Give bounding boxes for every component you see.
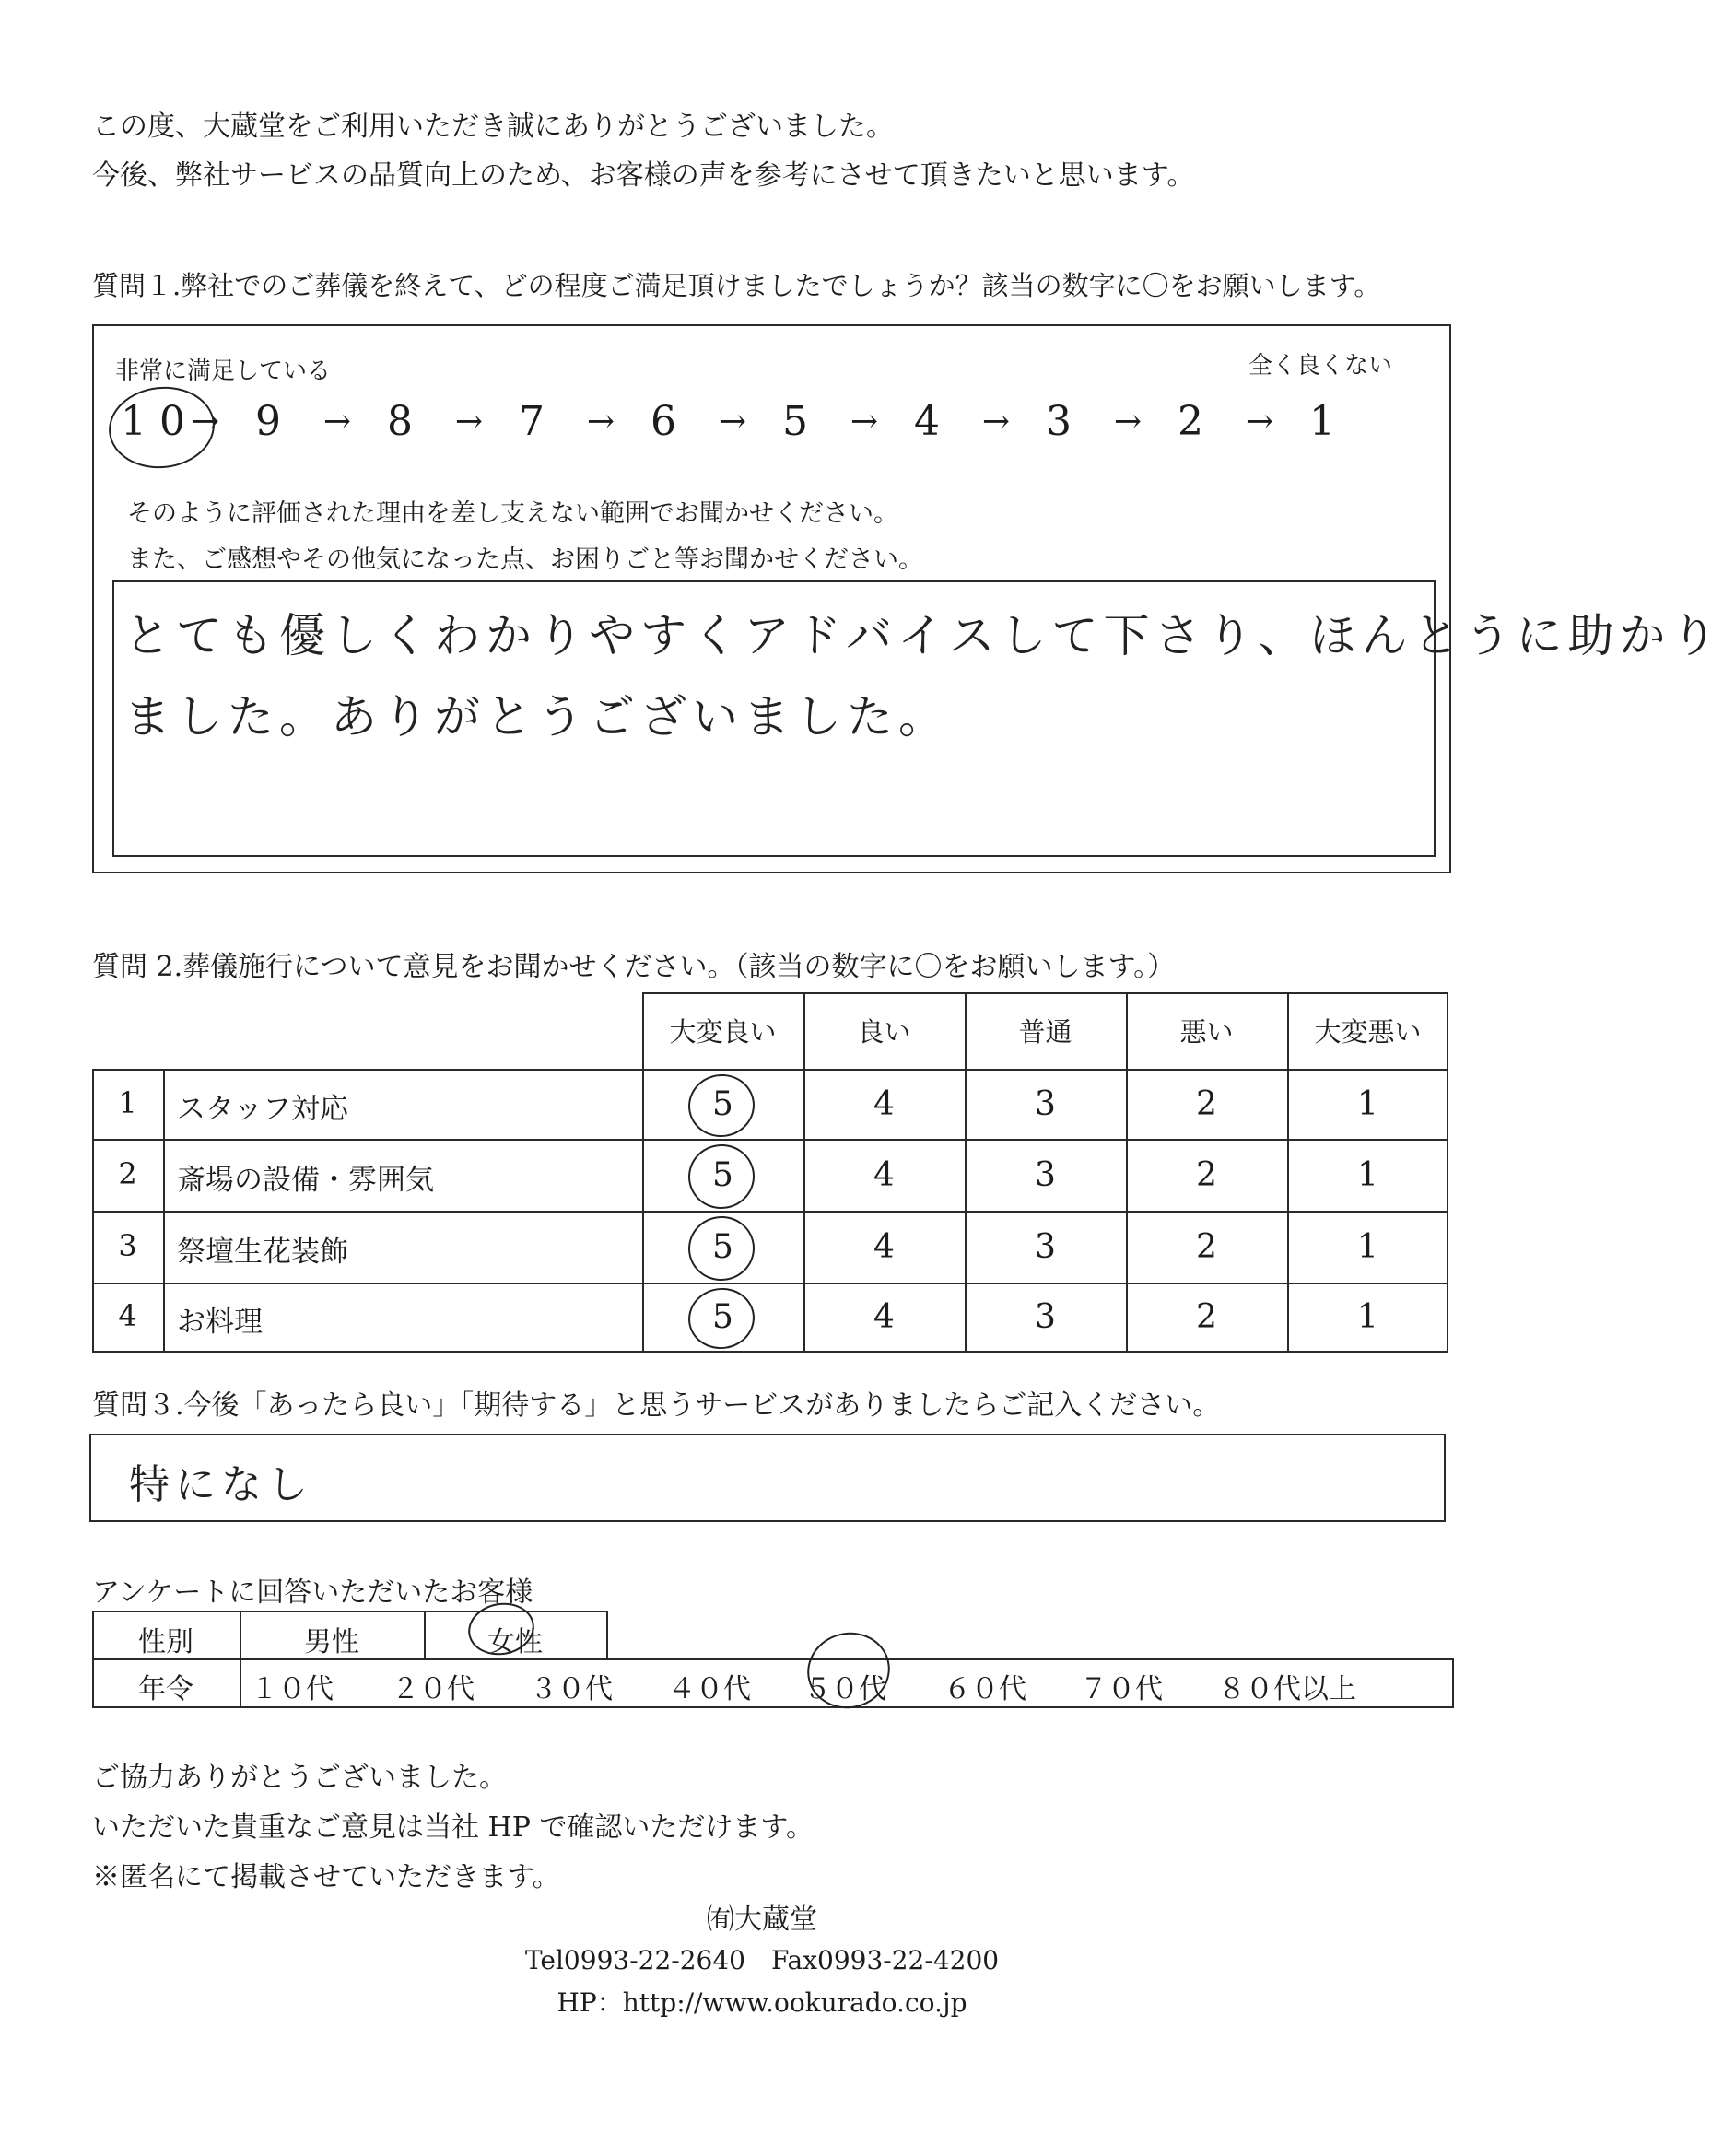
q2-score-option[interactable]: 5 [712, 1085, 733, 1123]
q1-scale-arrow: → [718, 403, 747, 440]
q2-score-option[interactable]: 3 [1035, 1156, 1056, 1194]
q1-question: 質問１.弊社でのご葬儀を終えて、どの程度ご満足頂けましたでしょうか？該当の数字に〇をお願いします。 [92, 270, 1381, 301]
q2-row-item: 祭壇生花装飾 [177, 1236, 348, 1269]
intro-line-1: この度、大蔵堂をご利用いただき誠にありがとうございました。 [92, 111, 894, 143]
q2-score-option[interactable]: 4 [873, 1156, 895, 1194]
q1-answer-line-1: とても優しくわかりやすくアドバイスして下さり、ほんとうに助かり [124, 609, 1723, 662]
q1-scale-option[interactable]: 6 [651, 398, 676, 445]
q1-scale-option[interactable]: 1 [1309, 398, 1335, 445]
q2-selected-circle [685, 1283, 758, 1353]
q1-scale-arrow: → [850, 403, 879, 440]
q3-question: 質問３.今後「あったら良い」「期待する」と思うサービスがありましたらご記入ください。 [92, 1389, 1221, 1422]
gender-label: 性別 [138, 1626, 193, 1658]
q1-scale-option[interactable]: 5 [782, 398, 808, 445]
age-option[interactable]: ６０代 [944, 1673, 1026, 1705]
q2-score-option[interactable]: 1 [1357, 1228, 1378, 1266]
company-name: ㈲大蔵堂 [707, 1904, 817, 1936]
q2-score-option[interactable]: 1 [1357, 1085, 1378, 1123]
q2-score-option[interactable]: 5 [712, 1156, 733, 1194]
age-option[interactable]: ３０代 [530, 1673, 613, 1705]
respondent-heading: アンケートに回答いただいたお客様 [92, 1576, 533, 1609]
age-label: 年令 [138, 1673, 193, 1705]
q1-reason-prompt-2: また、ご感想やその他気になった点、お困りごと等お聞かせください。 [127, 545, 923, 574]
q2-column-header: 悪い [1179, 1016, 1234, 1048]
q1-scale-arrow: → [191, 403, 220, 440]
q2-score-option[interactable]: 2 [1196, 1156, 1217, 1194]
age-option[interactable]: ８０代以上 [1218, 1673, 1356, 1705]
q1-left-label: 非常に満足している [115, 357, 332, 385]
q2-column-header: 普通 [1018, 1016, 1072, 1048]
q2-row-number: 4 [118, 1298, 137, 1333]
age-option[interactable]: １０代 [251, 1673, 334, 1705]
closing-line-3: ※匿名にて掲載させていただきます。 [92, 1861, 560, 1893]
intro-line-2: 今後、弊社サービスの品質向上のため、お客様の声を参考にさせて頂きたいと思います。 [92, 159, 1195, 192]
q2-row-number: 3 [118, 1228, 137, 1263]
company-tel: Tel0993-22-2640 Fax0993-22-4200 [524, 1945, 1000, 1975]
q2-selected-circle [684, 1140, 758, 1213]
q2-row-item: スタッフ対応 [177, 1093, 348, 1126]
q2-selected-circle [685, 1070, 759, 1141]
q2-selected-circle [684, 1212, 758, 1284]
q2-score-option[interactable]: 3 [1035, 1085, 1056, 1123]
q2-score-option[interactable]: 3 [1035, 1298, 1056, 1336]
company-hp[interactable]: HP：http://www.ookurado.co.jp [557, 1987, 967, 2018]
q2-column-header: 大変悪い [1314, 1016, 1422, 1048]
q2-score-option[interactable]: 3 [1035, 1228, 1056, 1266]
q2-score-option[interactable]: 2 [1196, 1298, 1217, 1336]
q1-scale-option[interactable]: 2 [1178, 398, 1203, 445]
q2-row-number: 2 [118, 1156, 137, 1191]
q1-scale-arrow: → [1113, 403, 1143, 440]
q2-score-option[interactable]: 2 [1196, 1228, 1217, 1266]
q2-score-option[interactable]: 2 [1196, 1085, 1217, 1123]
closing-line-2: いただいた貴重なご意見は当社 HP で確認いただけます。 [92, 1811, 815, 1844]
age-option[interactable]: ２０代 [392, 1673, 475, 1705]
q2-score-option[interactable]: 1 [1357, 1298, 1378, 1336]
q1-scale-option[interactable]: 3 [1046, 398, 1072, 445]
q2-score-option[interactable]: 5 [712, 1228, 733, 1266]
q2-score-option[interactable]: 4 [873, 1228, 895, 1266]
q1-answer-line-2: ました。ありがとうございました。 [124, 690, 950, 744]
q1-scale-option[interactable]: 7 [519, 398, 545, 445]
age-option[interactable]: ４０代 [668, 1673, 751, 1705]
q1-scale-option[interactable]: 9 [255, 398, 281, 445]
q1-scale-option[interactable]: 10 [121, 398, 198, 445]
q2-score-option[interactable]: 1 [1357, 1156, 1378, 1194]
q2-row-number: 1 [118, 1085, 137, 1120]
q1-scale-arrow: → [454, 403, 484, 440]
q1-scale-option[interactable]: 8 [387, 398, 413, 445]
gender-option-female[interactable]: 女性 [487, 1626, 543, 1658]
q2-question: 質問 2.葬儀施行について意見をお聞かせください。（該当の数字に〇をお願いします。） [92, 951, 1176, 983]
q2-row-item: 斎場の設備・雰囲気 [177, 1164, 434, 1197]
q1-scale-arrow: → [322, 403, 352, 440]
q2-column-header: 良い [857, 1016, 911, 1048]
q2-score-option[interactable]: 5 [712, 1298, 733, 1336]
age-option[interactable]: ５０代 [803, 1673, 886, 1705]
q2-score-option[interactable]: 4 [873, 1085, 895, 1123]
q1-scale-arrow: → [1245, 403, 1274, 440]
gender-option-male[interactable]: 男性 [304, 1626, 359, 1658]
q1-scale-option[interactable]: 4 [914, 398, 940, 445]
q1-scale-arrow: → [981, 403, 1011, 440]
age-option[interactable]: ７０代 [1080, 1673, 1163, 1705]
q2-score-option[interactable]: 4 [873, 1298, 895, 1336]
q2-row-item: お料理 [177, 1306, 263, 1339]
q1-reason-prompt-1: そのように評価された理由を差し支えない範囲でお聞かせください。 [127, 499, 898, 528]
q1-scale-arrow: → [586, 403, 615, 440]
closing-line-1: ご協力ありがとうございました。 [92, 1762, 507, 1794]
q1-right-label: 全く良くない [1248, 352, 1393, 380]
q2-column-header: 大変良い [669, 1016, 777, 1048]
q3-answer: 特になし [129, 1461, 313, 1508]
